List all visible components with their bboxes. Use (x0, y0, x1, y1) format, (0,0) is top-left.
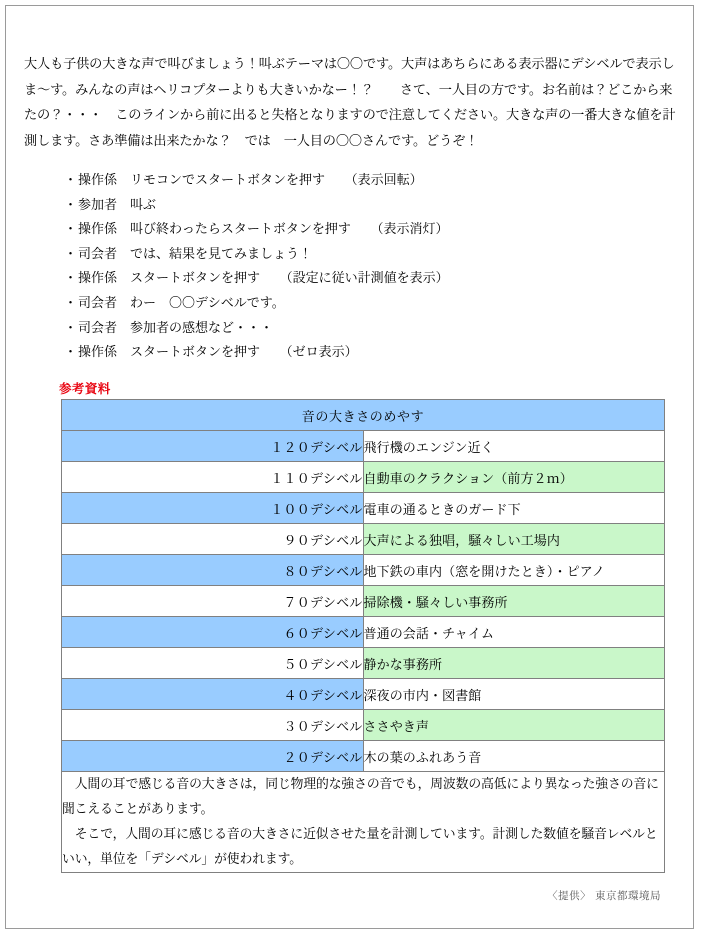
table-row (62, 493, 665, 524)
bullet-icon: ・ (64, 345, 78, 361)
sound-description-cell: 深夜の市内・図書館 (363, 679, 665, 710)
sound-description-cell: 自動車のクラクション（前方２ｍ） (363, 462, 665, 493)
step-action: リモコンでスタートボタンを押す (130, 173, 326, 188)
step-action: わー 〇〇デシベルです。 (130, 295, 285, 311)
bullet-icon: ・ (64, 295, 78, 311)
sound-description-cell: 地下鉄の車内（窓を開けたとき）・ピアノ (363, 555, 665, 586)
step-action: では、結果を見てみましょう！ (130, 246, 313, 262)
sound-description-cell: 大声による独唱，騒々しい工場内 (363, 524, 665, 555)
table-row (62, 679, 665, 710)
table-head (62, 400, 665, 431)
table-row (62, 741, 665, 772)
step-note: （設定に従い計測値を表示） (286, 271, 449, 287)
decibel-level-cell: ３０デシベル (62, 710, 364, 741)
script-step (64, 194, 664, 219)
sound-description-cell: 静かな事務所 (363, 648, 665, 679)
bullet-icon: ・ (64, 271, 78, 287)
step-role: 司会者 (78, 295, 118, 311)
sound-description-cell: 掃除機・騒々しい事務所 (363, 586, 665, 617)
decibel-level-cell: ５０デシベル (62, 648, 364, 679)
table-note-cell (62, 772, 665, 873)
step-action: 参加者の感想など・・・ (130, 320, 274, 336)
table-row (62, 462, 665, 493)
table-row (62, 617, 665, 648)
decibel-level-cell: ６０デシベル (62, 617, 364, 648)
sound-description-cell: 飛行機のエンジン近く (363, 431, 665, 462)
script-step (64, 341, 664, 366)
step-note: （表示回転） (351, 173, 423, 188)
decibel-level-cell: １２０デシベル (62, 431, 364, 462)
step-action: 叫ぶ (130, 197, 157, 213)
sound-description-cell: 普通の会話・チャイム (363, 617, 665, 648)
decibel-level-cell: １１０デシベル (62, 462, 364, 493)
step-note: （表示消灯） (376, 222, 449, 238)
bullet-icon: ・ (64, 222, 78, 238)
decibel-level-cell: ７０デシベル (62, 586, 364, 617)
sound-description-cell: 電車の通るときのガード下 (363, 493, 665, 524)
script-step (64, 292, 664, 317)
sound-level-table (61, 399, 665, 873)
step-role: 操作係 (78, 173, 118, 188)
step-role: 司会者 (78, 320, 118, 336)
reference-material-label: 参考資料 (59, 381, 111, 396)
step-action: スタートボタンを押す (130, 345, 261, 361)
step-role: 操作係 (78, 222, 118, 238)
decibel-level-cell: ９０デシベル (62, 524, 364, 555)
table-row (62, 586, 665, 617)
bullet-icon: ・ (64, 197, 78, 213)
script-step (64, 169, 664, 194)
step-action: 叫び終わったらスタートボタンを押す (130, 222, 351, 238)
script-step (64, 267, 664, 292)
step-action: スタートボタンを押す (130, 271, 261, 287)
table-row (62, 648, 665, 679)
step-role: 参加者 (78, 197, 118, 213)
table-body (62, 431, 665, 772)
intro-paragraph: 大人も子供の大きな声で叫びましょう！叫ぶテーマは〇〇です。大声はあちらにある表示器にデシベルで表示しま〜す。みんなの声はヘリコプターよりも大きいかなー！？ さて、一人目の方です。お名前は？どこから来たの？・・・ このラインから前に出ると失格となりますので注意してください。大きな声の一番大きな値を計測します。さあ準備は出来たかな？ では 一人目の〇〇さんです。どうぞ！ (24, 57, 676, 149)
bullet-icon: ・ (64, 173, 78, 188)
decibel-level-cell: １００デシベル (62, 493, 364, 524)
source-credit: 〈提供〉 東京都環境局 (547, 890, 661, 902)
step-note: （ゼロ表示） (286, 345, 358, 361)
sound-description-cell: 木の葉のふれあう音 (363, 741, 665, 772)
table-row (62, 431, 665, 462)
step-role: 司会者 (78, 246, 118, 262)
table-title: 音の大きさのめやす (62, 400, 665, 431)
table-foot (62, 772, 665, 873)
table-title-row (62, 400, 665, 431)
script-step-list (64, 169, 664, 366)
table-row (62, 555, 665, 586)
decibel-level-cell: ４０デシベル (62, 679, 364, 710)
table-note-row (62, 772, 665, 873)
table-row (62, 710, 665, 741)
bullet-icon: ・ (64, 320, 78, 336)
note-paragraph-2: そこで，人間の耳に感じる音の大きさに近似させた量を計測しています。計測した数値を騒音レベルといい，単位を「デシベル」が使われます。 (62, 827, 658, 867)
table-row (62, 524, 665, 555)
decibel-level-cell: ２０デシベル (62, 741, 364, 772)
document-page (5, 5, 694, 929)
sound-description-cell: ささやき声 (363, 710, 665, 741)
script-step (64, 218, 664, 243)
bullet-icon: ・ (64, 246, 78, 262)
step-role: 操作係 (78, 345, 118, 361)
decibel-level-cell: ８０デシベル (62, 555, 364, 586)
script-step (64, 317, 664, 342)
note-paragraph-1: 人間の耳で感じる音の大きさは，同じ物理的な強さの音でも，周波数の高低により異なった強さの音に聞こえることがあります。 (62, 777, 659, 817)
script-step (64, 243, 664, 268)
step-role: 操作係 (78, 271, 118, 287)
